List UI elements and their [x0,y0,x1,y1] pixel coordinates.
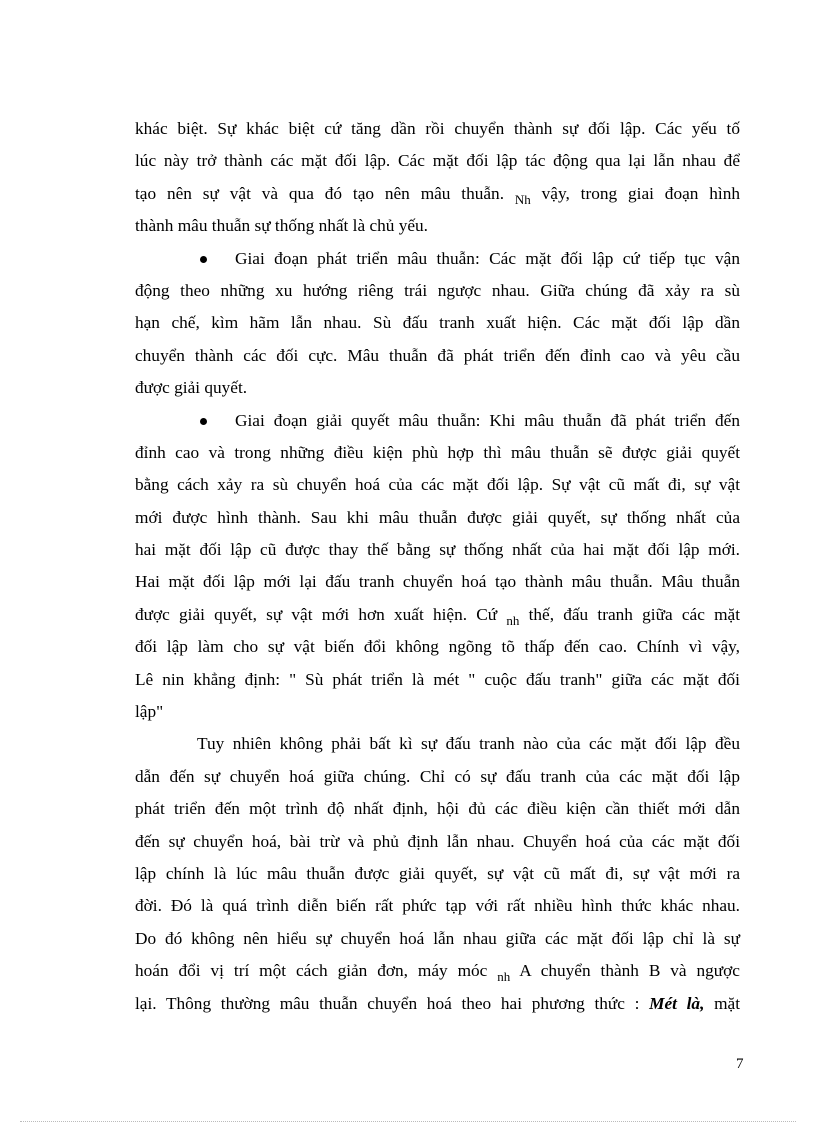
text-line: dẫn đến sự chuyển hoá giữa chúng. Chỉ có sự đấu tranh của các mặt đối lập [135,766,740,786]
footer-divider [20,1121,796,1122]
subscript-fragment: Nh [514,191,531,207]
emphasis-text: Mét là, [649,993,705,1013]
text-line [135,955,740,987]
page-number: 7 [736,1056,744,1072]
text-line: được giải quyết. [135,378,248,398]
text-fragment: vậy, trong giai đoạn hình [530,183,740,203]
text-fragment: thế, đấu tranh giữa các mặt [519,604,740,624]
text-line [135,988,740,1020]
text-line: đến sự chuyển hoá, bài trừ và phủ định lẫn nhau. Chuyển hoá của các mặt đối [135,831,740,851]
subscript-fragment: nh [497,969,511,985]
text-line: mới được hình thành. Sau khi mâu thuẫn được giải quyết, sự thống nhất của [135,507,740,527]
text-fragment: A chuyển thành B và ngược [510,961,740,981]
text-line: đời. Đó là quá trình diễn biến rất phức tạp với rất nhiều hình thức khác nhau. [135,896,740,916]
subscript-fragment: nh [506,612,520,628]
text-line: đỉnh cao và trong những điều kiện phù hợp thì mâu thuẫn sẽ được giải quyết [135,442,740,462]
text-line: hạn chế, kìm hãm lẫn nhau. Sù đấu tranh xuất hiện. Các mặt đối lập dần [135,313,740,333]
text-fragment: mặt [704,993,741,1013]
text-fragment: được giải quyết, sự vật mới hơn xuất hiện. Cứ [135,604,507,624]
text-line: Giai đoạn phát triển mâu thuẫn: Các mặt đối lập cứ tiếp tục vận [235,248,740,268]
text-line: Giai đoạn giải quyết mâu thuẫn: Khi mâu thuẫn đã phát triển đến [235,410,740,430]
text-fragment: tạo nên sự vật và qua đó tạo nên mâu thuẫn. [135,183,515,203]
text-line [135,599,740,631]
text-fragment: hoán đổi vị trí một cách giản đơn, máy móc [135,961,498,981]
text-line: thành mâu thuẫn sự thống nhất là chủ yếu. [135,216,429,236]
text-line: động theo những xu hướng riêng trái ngược nhau. Giữa chúng đã xảy ra sù [135,280,740,300]
text-line: Do đó không nên hiểu sự chuyển hoá lẫn nhau giữa các mặt đối lập chỉ là sự [135,928,740,948]
text-line: chuyển thành các đối cực. Mâu thuẫn đã phát triển đến đỉnh cao và yêu cầu [135,345,740,365]
body-text [135,113,740,1020]
text-line: lúc này trở thành các mặt đối lập. Các mặt đối lập tác động qua lại lẫn nhau để [135,151,740,171]
text-line: lập chính là lúc mâu thuẫn được giải quyết, sự vật cũ mất đi, sự vật mới ra [135,863,740,883]
text-line: lập" [135,702,164,722]
bullet-item [135,243,740,405]
text-line: khác biệt. Sự khác biệt cứ tăng dần rồi chuyển thành sự đối lập. Các yếu tố [135,119,740,138]
text-line: Hai mặt đối lập mới lại đấu tranh chuyển hoá tạo thành mâu thuẫn. Mâu thuẫn [135,572,740,592]
text-line [135,178,740,210]
text-line: phát triển đến một trình độ nhất định, hội đủ các điều kiện cần thiết mới dẫn [135,799,740,819]
text-line: Tuy nhiên không phải bất kì sự đấu tranh nào của các mặt đối lập đều [197,734,740,754]
text-line: đối lập làm cho sự vật biến đổi không ngõng tõ thấp đến cao. Chính vì vậy, [135,637,740,657]
text-line: bằng cách xảy ra sù chuyển hoá của các mặt đối lập. Sự vật cũ mất đi, sự vật [135,475,740,495]
text-line: hai mặt đối lập cũ được thay thế bằng sự thống nhất của hai mặt đối lập mới. [135,540,740,560]
bullet-item [135,405,740,729]
text-line: Lê nin khẳng định: " Sù phát triển là mét " cuộc đấu tranh" giữa các mặt đối [135,669,740,689]
text-fragment: lại. Thông thường mâu thuẫn chuyển hoá theo hai phương thức : [135,993,650,1013]
